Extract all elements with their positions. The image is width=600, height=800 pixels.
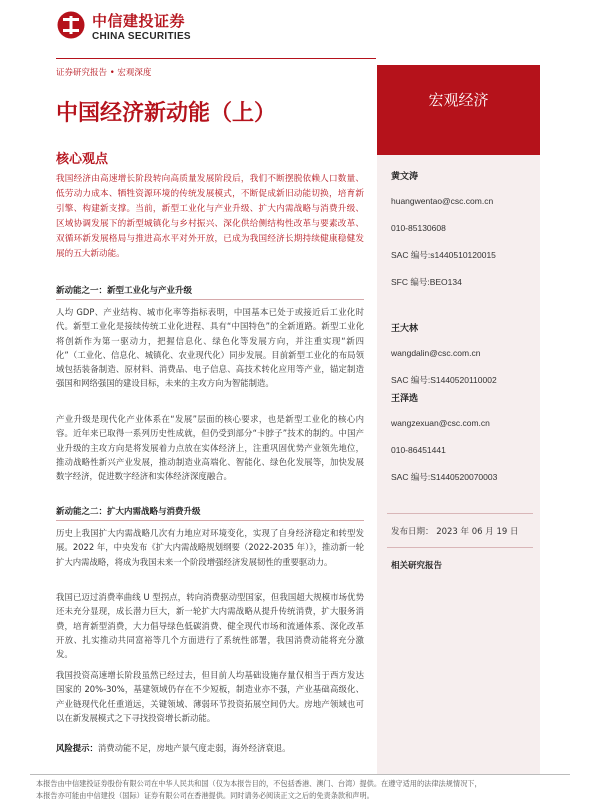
author-card-3 bbox=[391, 391, 536, 499]
report-series: 证券研究报告 • 宏观深度 bbox=[56, 68, 152, 78]
disclaimer-line-2: 本报告亦可能由中信建投（国际）证券有限公司在香港提供。同时请务必阅读正文之后的免责条款和声明。 bbox=[36, 791, 374, 800]
section-2-paragraph-1: 历史上我国扩大内需战略几次有力地应对环境变化，实现了自身经济稳定和转型发展。2022 年，中央发布《扩大内需战略规划纲要（2022-2035 年）》，推动新一轮扩大内需战略，将成为我国未来一个阶段增强经济发展韧性的重要驱动力。 bbox=[56, 528, 364, 567]
author-email[interactable]: wangzexuan@csc.com.cn bbox=[391, 418, 490, 428]
summary-paragraph: 我国经济由高速增长阶段转向高质量发展阶段后，我们不断摆脱依赖人口数量、低劳动力成本、牺牲资源环境的传统发展模式，不断促成新旧动能切换，培育新引擎、构建新支撑。当前，新型工业化与产业升级、扩大内需战略与消费升级、区域协调发展下的新型城镇化与乡村振兴、深化供给侧结构性改革与要素改革、双循环新发展格局与推进高水平对外开放，已成为我国经济长期持续健康稳健发展的五大新动能。 bbox=[56, 174, 364, 259]
section-2-paragraph-2: 我国已迈过消费率曲线 U 型拐点，转向消费驱动型国家，但我国超大规模市场优势还未充分显现，成长潜力巨大，新一轮扩大内需战略从提升传统消费，扩大服务消费，培育新型消费，大力倡导绿色低碳消费、健全现代市场和流通体系、深化改革开放、扎实推动共同富裕等几个方面进行了系统性部署，我国消费动能将充分激发。 bbox=[56, 592, 364, 660]
author-sac-number: SAC 编号:s1440510120015 bbox=[391, 250, 496, 260]
footer-rule bbox=[30, 774, 570, 775]
logo-name-cn: 中信建投证券 bbox=[92, 12, 186, 30]
author-card-1 bbox=[391, 169, 536, 304]
author-sac-number: SAC 编号:S1440520110002 bbox=[391, 375, 497, 385]
risk-label: 风险提示： bbox=[56, 743, 98, 753]
section-heading-2: 新动能之二：扩大内需战略与消费升级 bbox=[56, 505, 364, 521]
author-sfc-number: SFC 编号:BEO134 bbox=[391, 277, 462, 287]
section-heading-1: 新动能之一：新型工业化与产业升级 bbox=[56, 284, 364, 300]
risk-text: 消费动能不足，房地产景气度走弱，海外经济衰退。 bbox=[97, 743, 291, 753]
related-reports-heading: 相关研究报告 bbox=[391, 561, 443, 571]
author-card-2 bbox=[391, 321, 536, 402]
author-sidebar bbox=[377, 155, 540, 775]
section-2-paragraph-3: 我国投资高速增长阶段虽然已经过去，但目前人均基础设施存量仅相当于西方发达国家的 20%-30%，基建领域仍存在不少短板，制造业亦不强，产业基础高级化、产业链现代化任重道远，关键领域、薄弱环节投资拓展空间仍大。房地产领域也可以在新发展模式之下寻找投资增长新动能。 bbox=[56, 670, 364, 723]
report-title: 中国经济新动能（上） bbox=[56, 101, 277, 126]
sidebar-divider bbox=[387, 547, 533, 548]
section-1-paragraph-1: 人均 GDP、产业结构、城市化率等指标表明，中国基本已处于或接近后工业化时代。新型工业化是接续传统工业化进程、具有“中国特色”的全新道路。新型工业化将创新作为第一驱动力，把握信息化、绿色化等发展方向，并注重实现“新四化”（工业化、信息化、城镇化、农业现代化）同步发展。目前新型工业化的布局领域包括装备制造、原材料、消费品、电子信息、高技术转化应用等产业，锚定制造强国和网络强国的建设目标，未来的主攻方向为智能制造。 bbox=[56, 307, 364, 389]
disclaimer-line-1: 本报告由中信建投证券股份有限公司在中华人民共和国（仅为本报告目的，不包括香港、澳门、台湾）提供。在遵守适用的法律法规情况下， bbox=[36, 779, 482, 788]
company-logo bbox=[56, 10, 226, 50]
author-name: 王泽选 bbox=[391, 394, 419, 404]
section-1-paragraph-2: 产业升级是现代化产业体系在“发展”层面的核心要求，也是新型工业化的核心内容。近年来已取得一系列历史性成就，但仍受到部分“卡脖子”技术的制约。中国产业升级的主攻方向是将发展着力点放在实体经济上，注重巩固优势产业领先地位，推动战略性新兴产业发展，推动制造业高端化、智能化、绿色化发展等，加快发展数字经济，促进数字经济和实体经济深度融合。 bbox=[56, 414, 364, 482]
header-rule bbox=[56, 58, 376, 59]
category-label: 宏观经济 bbox=[428, 91, 489, 109]
author-phone: 010-85130608 bbox=[391, 223, 446, 233]
logo-name-en: CHINA SECURITIES bbox=[92, 31, 191, 42]
author-name: 王大林 bbox=[391, 324, 419, 334]
author-sac-number: SAC 编号:S1440520070003 bbox=[391, 472, 498, 482]
risk-warning bbox=[56, 742, 364, 754]
footer-disclaimer bbox=[36, 778, 566, 800]
logo-emblem-icon bbox=[56, 10, 86, 40]
author-email[interactable]: huangwentao@csc.com.cn bbox=[391, 196, 494, 206]
core-views-heading: 核心观点 bbox=[56, 152, 109, 167]
author-name: 黄文涛 bbox=[391, 172, 419, 182]
publish-date: 发布日期： 2023 年 06 月 19 日 bbox=[391, 527, 519, 537]
sidebar-divider bbox=[387, 513, 533, 514]
author-phone: 010-86451441 bbox=[391, 445, 446, 455]
category-panel bbox=[377, 65, 540, 155]
author-email[interactable]: wangdalin@csc.com.cn bbox=[391, 348, 481, 358]
